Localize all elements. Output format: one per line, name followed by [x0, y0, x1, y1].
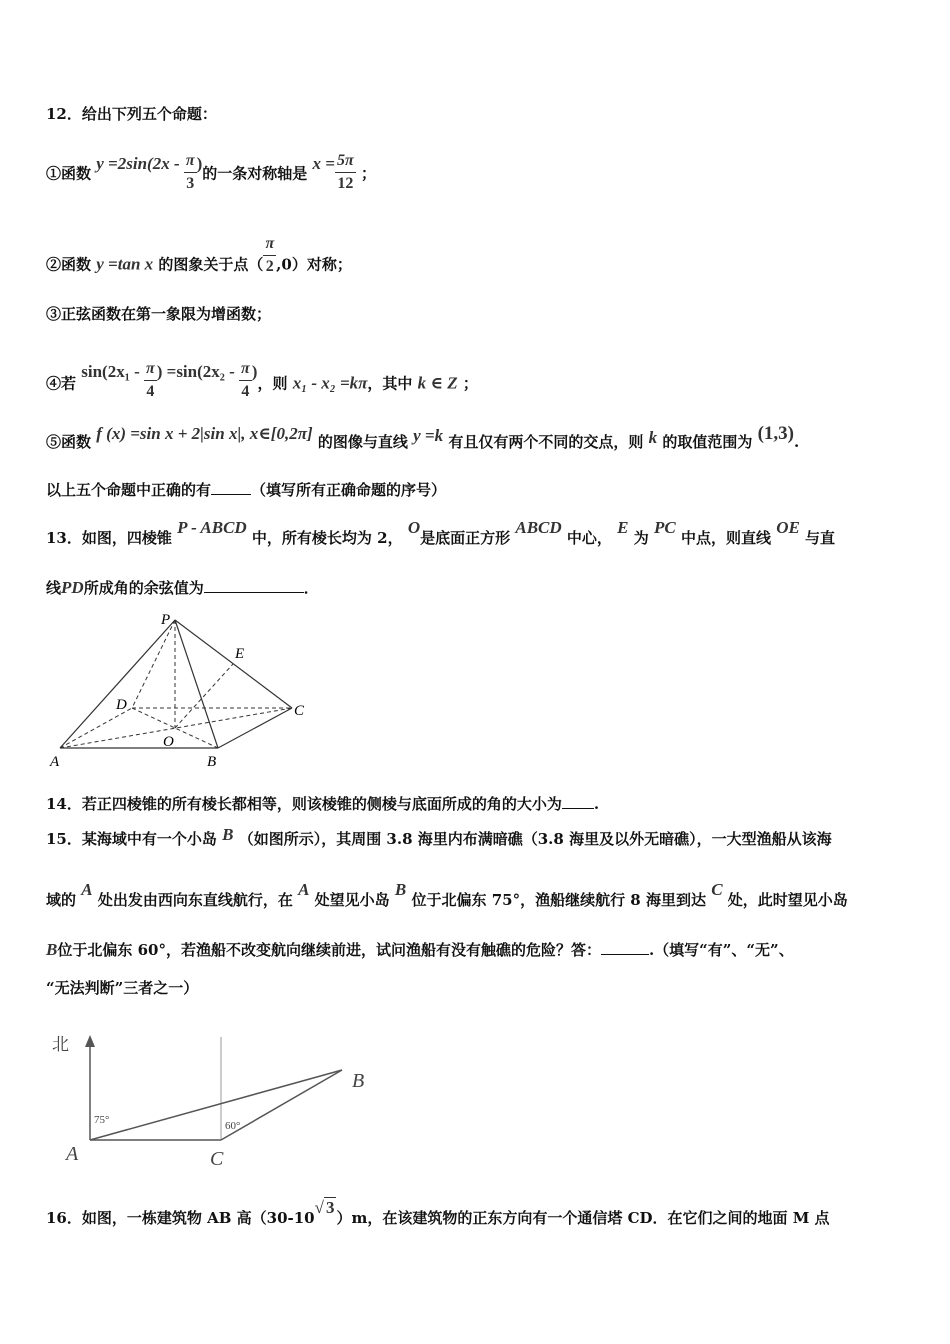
q15-l2e: 处，此时望见小岛 — [727, 891, 848, 909]
q13-m4: E — [617, 518, 629, 537]
q12-s5-line: y =k — [413, 426, 444, 445]
q13-p6: 中点，则直线 — [680, 529, 771, 547]
q12-question — [46, 480, 446, 500]
q16-line-1 — [46, 1198, 830, 1228]
q12-statement-1 — [46, 152, 376, 197]
q15-l3a: 位于北偏东 60°，若渔船不改变航向继续前进，试问渔船有没有触礁的危险？答： — [57, 941, 601, 959]
q15-m5: C — [711, 880, 723, 899]
q13-m7: PD — [61, 578, 84, 597]
q12-s5-k: k — [648, 428, 658, 447]
q14 — [46, 794, 599, 814]
q15-m2: A — [81, 880, 93, 899]
q12-s1-frac: $\frac{\pi}{3}$ — [185, 152, 195, 192]
q16-b: ）m，在该建筑物的正东方向有一个通信塔 CD．在它们之间的地面 M 点 — [336, 1209, 830, 1227]
q12-s2-end: ,0）对称； — [276, 255, 352, 274]
q12-s1-close: ) — [196, 153, 203, 173]
edge-PC — [175, 620, 292, 708]
q15-line-1 — [46, 825, 832, 849]
q13-pyramid-figure — [40, 608, 330, 773]
q12-s1-mid: 的一条对称轴是 — [202, 164, 308, 183]
edge-PA — [60, 620, 175, 748]
q15-m1: B — [222, 825, 234, 844]
q13-m1: P - ABCD — [177, 518, 247, 537]
q12-s4-pre: 若 — [61, 374, 77, 393]
q13-answer-blank — [204, 592, 304, 593]
q12-s1-end: ； — [360, 164, 376, 183]
q15-line-3 — [46, 940, 794, 960]
edge-PB — [175, 620, 218, 748]
q12-s4-frac1: $\frac{\pi}{4}$ — [145, 360, 155, 400]
q15-line-2 — [46, 880, 848, 910]
q12-s5-mid: 的图像与直线 — [317, 433, 408, 451]
label-E: E — [235, 646, 245, 662]
q12-answer-blank — [211, 494, 251, 495]
label-B: B — [207, 754, 217, 770]
q15-answer-blank — [601, 954, 649, 955]
q12-s4-concl: x₁ - x₂ =kπ — [292, 373, 368, 393]
q12-s4-lhs: sin(2x₁ - — [81, 361, 144, 381]
q12-s4-label: ④ — [46, 374, 62, 393]
q12-s1-label: ① — [46, 164, 62, 183]
q12-s2-formula: y =tan x — [96, 254, 154, 274]
q14-end: . — [593, 795, 600, 813]
q12-question-text: 以上五个命题中正确的有 — [46, 481, 212, 499]
label-O: O — [163, 734, 174, 750]
label-P: P — [161, 612, 171, 628]
q12-statement-2 — [46, 235, 352, 288]
q12-s2-label: ② — [46, 255, 62, 274]
angle-60: 60° — [225, 1120, 241, 1132]
q16-a: 16．如图，一栋建筑物 AB 高（30-10 — [46, 1209, 315, 1227]
q12-s5-mid3: 的取值范围为 — [662, 433, 753, 451]
diag-AC — [60, 708, 292, 748]
q12-s4-cond: k ∈ Z — [417, 373, 458, 393]
q12-s1-xeq: x = — [312, 153, 335, 173]
label-C: C — [294, 703, 305, 719]
angle-75: 75° — [94, 1114, 110, 1126]
q12-s4-frac2: $\frac{\pi}{4}$ — [241, 360, 250, 400]
q15-l2d: 位于北偏东 75°，渔船继续航行 8 海里到达 — [411, 891, 706, 909]
north-arrow-head — [85, 1035, 95, 1047]
q12-s1-xfrac: $\frac{5\pi}{12}$ — [336, 152, 354, 192]
q12-s1-formula: y =2sin(2x - — [96, 153, 184, 173]
q15-l3b: .（填写“有”、“无”、 — [648, 941, 794, 959]
q13-m3: ABCD — [515, 518, 562, 537]
q13-line-2 — [46, 578, 319, 598]
q15-figure — [40, 1025, 380, 1175]
label-north: 北 — [52, 1035, 69, 1055]
q12-s4-close: ) — [251, 361, 258, 381]
q12-s4-mid: ，则 — [257, 374, 288, 393]
q12-s5-label: ⑤ — [46, 433, 62, 451]
q15-line-4: “无法判断”三者之一） — [46, 979, 199, 997]
q13-l2b: 所成角的余弦值为 — [83, 579, 204, 597]
edge-PD — [132, 620, 175, 708]
q13-m5: PC — [653, 518, 676, 537]
q14-answer-blank — [562, 808, 594, 809]
q13-m2: O — [407, 518, 421, 537]
q15-m4: B — [394, 880, 407, 899]
q12-s4-rhs: ) =sin(2x₂ - — [156, 361, 240, 381]
q15-m3: A — [298, 880, 310, 899]
q12-s5-formula: f (x) =sin x + 2|sin x|, x∈[0,2π] — [96, 424, 313, 443]
segment-AB — [90, 1070, 342, 1140]
q15-l2a: 域的 — [46, 891, 77, 909]
q15-m6: B — [46, 940, 58, 959]
q12-s4-end: ； — [462, 374, 478, 393]
label-A: A — [50, 754, 60, 770]
q12-statement-3 — [46, 304, 271, 324]
q12-s2-frac: $\frac{\pi}{2}$ — [265, 235, 275, 275]
q13-p2: 中，所有棱长均为 2， — [251, 529, 403, 547]
label-B: B — [352, 1070, 365, 1092]
label-A: A — [66, 1143, 79, 1165]
q12-s5-end: . — [793, 433, 800, 451]
q12-s2-pre: 函数 — [61, 255, 92, 274]
q12-s5-mid2: 有且仅有两个不同的交点，则 — [448, 433, 644, 451]
q13-p3: 是底面正方形 — [420, 529, 511, 547]
q15-l1a: 15．某海域中有一个小岛 — [46, 830, 217, 848]
q12-s1-pre: 函数 — [61, 164, 92, 183]
q12-statement-5 — [46, 423, 800, 452]
seg-OE — [175, 664, 233, 728]
q13-p7: 与直 — [805, 529, 836, 547]
q12-s3-label: ③ — [46, 305, 62, 323]
q13-p5: 为 — [633, 529, 649, 547]
q13-m6: OE — [776, 518, 800, 537]
q12-s3-text: 正弦函数在第一象限为增函数； — [61, 305, 272, 323]
q15-l2b: 处出发由西向东直线航行，在 — [97, 891, 293, 909]
q12-s4-mid2: ，其中 — [367, 374, 413, 393]
label-D: D — [116, 697, 127, 713]
q12-question-end: （填写所有正确命题的序号） — [251, 481, 447, 499]
q12-s5-range: (1,3) — [757, 423, 794, 444]
q15-l1b: （如图所示），其周围 3.8 海里内布满暗礁（3.8 海里及以外无暗礁），一大型渔船从该海 — [238, 830, 832, 848]
label-C: C — [210, 1148, 224, 1170]
q13-p1: 13．如图，四棱锥 — [46, 529, 172, 547]
q12-s5-pre: 函数 — [61, 433, 92, 451]
q16-sqrt: √ 3 — [314, 1198, 335, 1217]
q12-statement-4 — [46, 362, 478, 407]
q12-intro: 12．给出下列五个命题： — [46, 105, 217, 123]
q13-l2a: 线 — [46, 579, 62, 597]
q12-s2-mid: 的图象关于点（ — [158, 255, 264, 274]
q15-l2c: 处望见小岛 — [314, 891, 390, 909]
q14-text: 14．若正四棱锥的所有棱长都相等，则该棱锥的侧棱与底面所成的角的大小为 — [46, 795, 562, 813]
q13-l2c: ． — [303, 579, 319, 597]
q13-line-1 — [46, 518, 836, 548]
q13-p4: 中心， — [566, 529, 612, 547]
